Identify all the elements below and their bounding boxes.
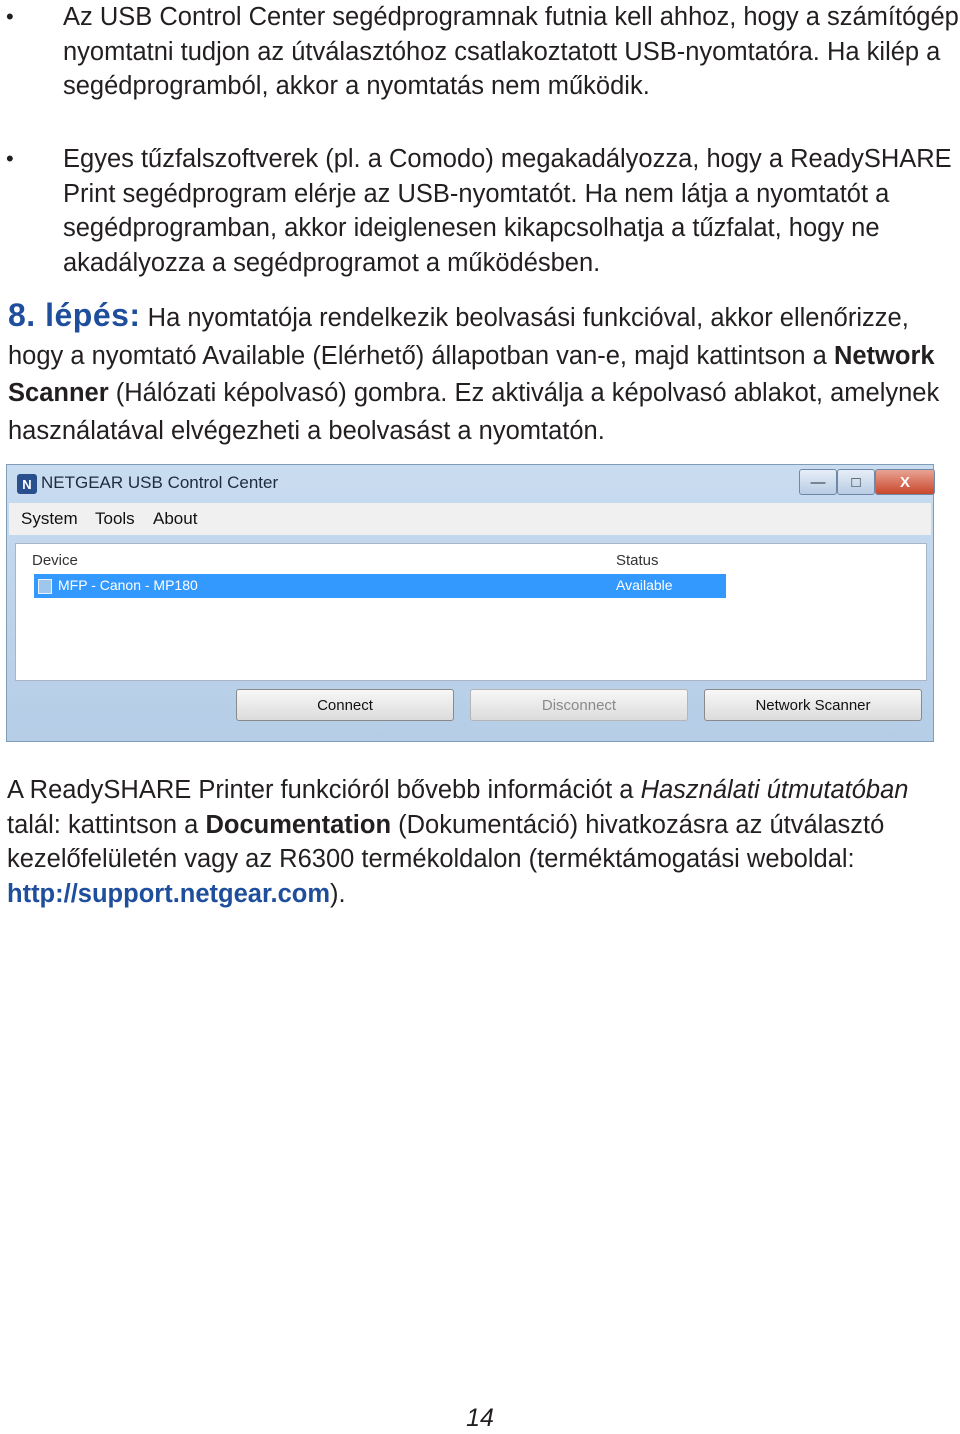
device-list[interactable] [15, 543, 927, 681]
step-bold-text: Network Scanner [8, 341, 935, 407]
step-text: Ha nyomtatója rendelkezik beolvasási funkcióval, akkor ellenőrizze, hogy a nyomtató Available (Elérhető) állapotban van-e, majd kattintson a [8, 304, 909, 370]
step-paragraph [8, 297, 958, 450]
more-info-text: ). [330, 879, 346, 908]
more-info-text: (Dokumentáció) hivatkozásra az útválasztó kezelőfelületén vagy az R6300 termékoldalon (terméktámogatási weboldal: [7, 810, 885, 873]
menubar [9, 503, 931, 535]
more-info-text: talál: kattintson a [7, 810, 206, 839]
more-info-italic: Használati útmutatóban [640, 776, 909, 804]
printer-icon [38, 579, 52, 594]
connect-button[interactable]: Connect [236, 689, 454, 721]
minimize-button[interactable]: — [799, 469, 837, 495]
more-info-text: A ReadySHARE Printer funkcióról bővebb információt a [7, 776, 641, 804]
usb-control-center-window [6, 464, 934, 742]
netgear-app-icon: N [17, 474, 37, 494]
window-title: NETGEAR USB Control Center [41, 473, 279, 492]
device-name: MFP - Canon - MP180 [58, 577, 198, 593]
disconnect-button[interactable]: Disconnect [470, 689, 688, 721]
maximize-button[interactable]: □ [837, 469, 875, 495]
bullet-dot-icon: • [6, 146, 14, 171]
step-label: 8. lépés: [8, 297, 141, 333]
step-text: (Hálózati képolvasó) gombra. Ez aktiválja a képolvasó ablakot, amelynek használatával elvégezheti a beolvasást a nyomtatón. [8, 379, 940, 445]
network-scanner-button[interactable]: Network Scanner [704, 689, 922, 721]
bullet-text: Egyes tűzfalszoftverek (pl. a Comodo) megakadályozza, hogy a ReadySHARE Print segédprogram elérje az USB-nyomtatót. Ha nem látja a nyomtatót a segédprogramban, akkor ideiglenesen kikapcsolhatja a tűzfalat, hogy ne akadályozza a segédprogramot a működésben. [63, 145, 952, 277]
device-row[interactable] [34, 574, 726, 598]
bullet-text: Az USB Control Center segédprogramnak futnia kell ahhoz, hogy a számítógép nyomtatni tudjon az útválasztóhoz csatlakoztatott USB-nyomtatóra. Ha kilép a segédprogramból, akkor a nyomtatás nem működik. [63, 3, 959, 100]
page-number: 14 [466, 1404, 494, 1432]
device-status: Available [616, 577, 673, 593]
menu-system[interactable]: System [21, 509, 78, 528]
window-titlebar[interactable] [7, 465, 933, 503]
column-header-status[interactable]: Status [616, 552, 659, 569]
more-info-bold: Documentation [205, 810, 392, 839]
bullet-item [0, 0, 960, 104]
menu-about[interactable]: About [153, 509, 198, 528]
column-header-device[interactable]: Device [32, 552, 78, 569]
support-link[interactable]: http://support.netgear.com [7, 879, 331, 908]
bullet-dot-icon: • [6, 4, 14, 29]
menu-tools[interactable]: Tools [95, 509, 135, 528]
close-button[interactable]: X [875, 469, 935, 495]
bullet-item [0, 142, 960, 280]
more-info-paragraph [7, 773, 959, 911]
